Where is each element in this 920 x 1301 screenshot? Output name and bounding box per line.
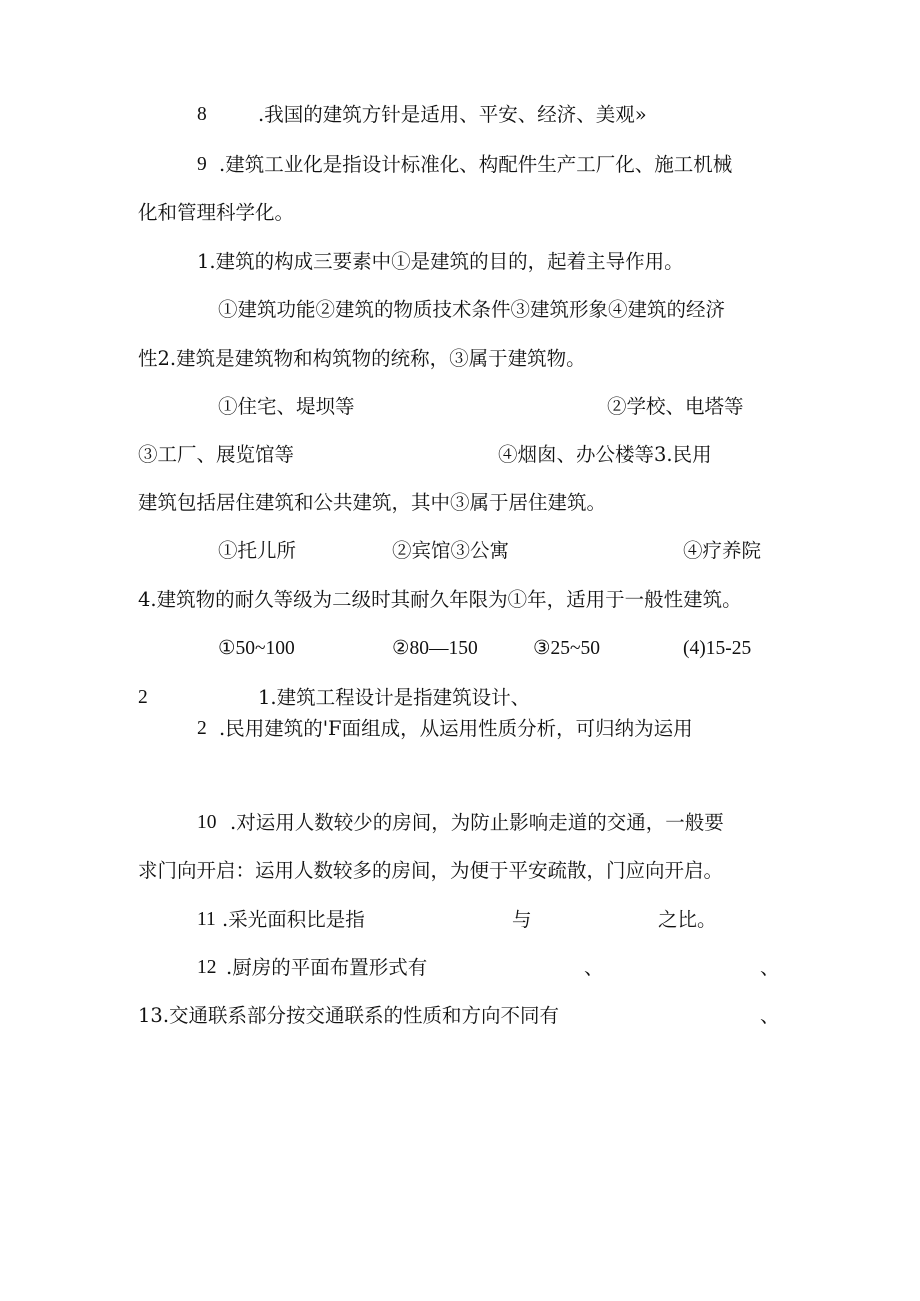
question-4-option-1: ①50~100 (218, 638, 295, 659)
item-9-number: 9 (197, 154, 207, 175)
question-4-option-2: ②80—150 (392, 638, 478, 659)
fill-blank-2-text: .民用建筑的'F面组成，从运用性质分析，可归纳为运用 (219, 717, 693, 740)
question-4-option-3: ③25~50 (533, 638, 601, 659)
question-2-option-3: ③工厂、展览馆等 (138, 443, 295, 466)
fill-blank-10-number: 10 (197, 812, 217, 833)
fill-blank-11-number: 11 (197, 909, 216, 930)
fill-blank-10-text: .对运用人数较少的房间，为防止影响走道的交通，一般要 (230, 811, 724, 834)
question-2-option-2: ②学校、电塔等 (607, 395, 744, 418)
fill-blank-13-separator: 、 (760, 1004, 780, 1027)
fill-blank-2-number: 2 (197, 718, 207, 739)
item-9-continued: 化和管理科学化。 (138, 201, 295, 224)
fill-blank-12-separator-1: 、 (584, 956, 604, 979)
fill-blank-11-end: 之比。 (658, 908, 717, 931)
question-3: 建筑包括居住建筑和公共建筑，其中③属于居住建筑。 (138, 491, 607, 514)
item-8-number: 8 (197, 104, 207, 125)
fill-blank-12-number: 12 (197, 957, 217, 978)
question-4: 4.建筑物的耐久等级为二级时其耐久年限为①年，适用于一般性建筑。 (138, 588, 742, 611)
section-2-number: 2 (138, 687, 148, 708)
question-3-option-1: ①托儿所 (218, 539, 297, 562)
question-3-option-2-3: ②宾馆③公寓 (392, 539, 510, 562)
item-9-text: .建筑工业化是指设计标准化、构配件生产工厂化、施工机械 (219, 153, 733, 176)
question-2-option-1: ①住宅、堤坝等 (218, 395, 355, 418)
question-2: 性2.建筑是建筑物和构筑物的统称，③属于建筑物。 (138, 347, 586, 370)
fill-blank-10-continued: 求门向开启：运用人数较多的房间，为便于平安疏散，门应向开启。 (138, 859, 724, 882)
question-1: 1.建筑的构成三要素中①是建筑的目的，起着主导作用。 (197, 250, 684, 273)
fill-blank-12-separator-2: 、 (760, 956, 780, 979)
item-8-text: .我国的建筑方针是适用、平安、经济、美观» (258, 103, 647, 126)
fill-blank-13-text: 13.交通联系部分按交通联系的性质和方向不同有 (138, 1004, 560, 1027)
question-2-option-4: ④烟囱、办公楼等3.民用 (498, 443, 712, 466)
question-4-option-4: (4)15-25 (683, 638, 752, 659)
fill-blank-1: 1.建筑工程设计是指建筑设计、 (258, 686, 531, 709)
fill-blank-11-connector: 与 (512, 908, 532, 931)
question-3-option-4: ④疗养院 (683, 539, 762, 562)
question-1-options: ①建筑功能②建筑的物质技术条件③建筑形象④建筑的经济 (218, 298, 726, 321)
fill-blank-12-text: .厨房的平面布置形式有 (226, 956, 428, 979)
fill-blank-11-text: .采光面积比是指 (222, 908, 365, 931)
